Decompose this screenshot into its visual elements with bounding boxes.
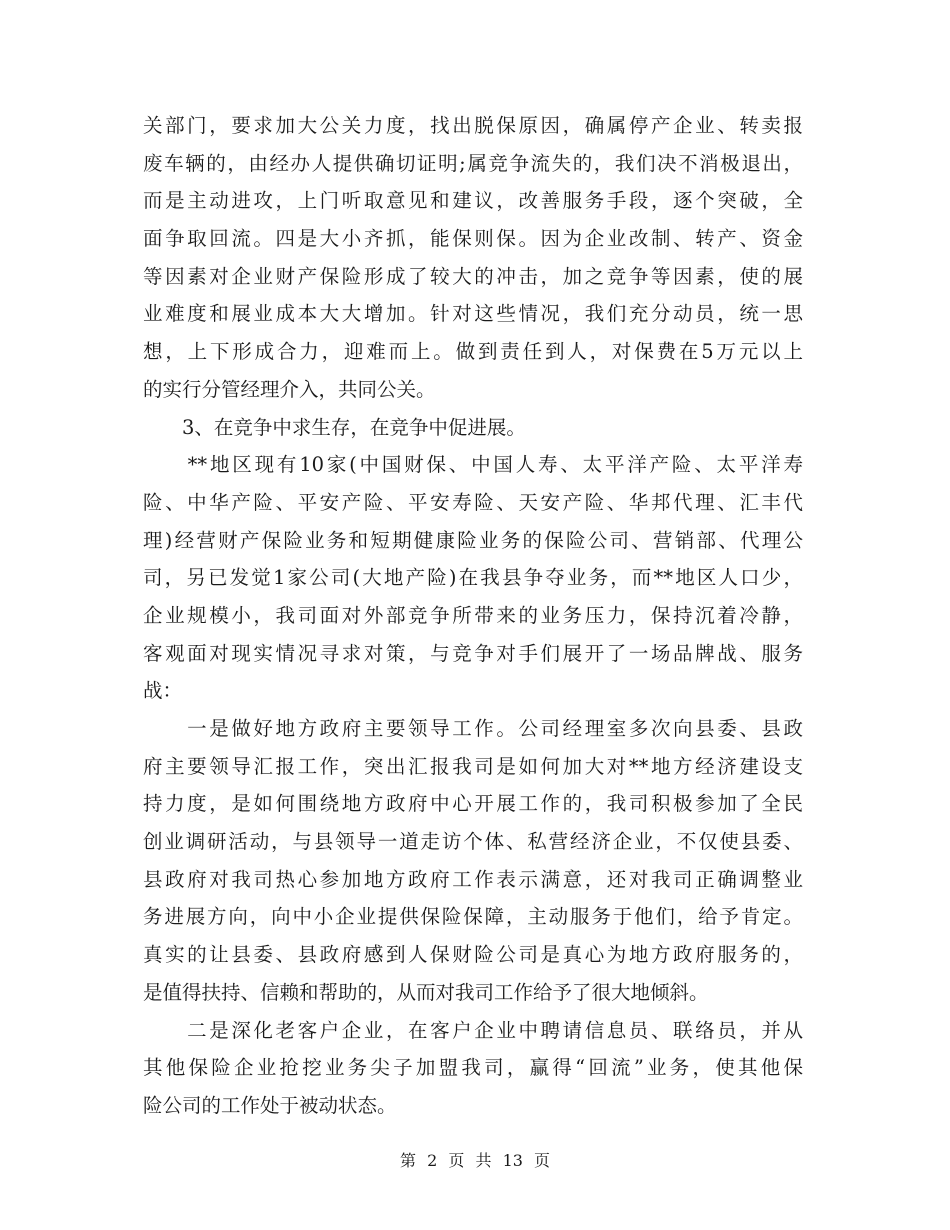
text-line: 县政府对我司热心参加地方政府工作表示满意，还对我司正确调整业 [143,867,803,891]
text-line: 是值得扶持、信赖和帮助的，从而对我司工作给予了很大地倾斜。 [143,980,709,1004]
text-line: 理)经营财产保险业务和短期健康险业务的保险公司、营销部、代理公 [143,528,803,552]
footer-total-pages: 13 [502,1151,523,1170]
text-line: 府主要领导汇报工作，突出汇报我司是如何加大对**地方经济建设支 [143,754,803,778]
footer-current-page: 2 [427,1151,438,1170]
text-line: 其他保险企业抢挖业务尖子加盟我司，赢得“回流”业务，使其他保 [143,1056,803,1080]
footer-label-total: 共 [475,1151,492,1170]
text-line: 务进展方向，向中小企业提供保险保障，主动服务于他们，给予肯定。 [143,905,803,929]
footer-label-unit: 页 [448,1151,465,1170]
text-line: 的实行分管经理介入，共同公关。 [143,377,436,401]
text-line: 真实的让县委、县政府感到人保财险公司是真心为地方政府服务的， [143,943,803,967]
text-line: 3、在竞争中求生存，在竞争中促进展。 [143,415,526,439]
text-line: 关部门，要求加大公关力度，找出脱保原因，确属停产企业、转卖报 [143,114,803,137]
text-line: 等因素对企业财产保险形成了较大的冲击，加之竞争等因素，使的展 [143,264,803,288]
footer-label-unit-end: 页 [534,1151,551,1170]
text-line: 持力度，是如何围绕地方政府中心开展工作的，我司积极参加了全民 [143,792,803,816]
text-line: 二是深化老客户企业，在客户企业中聘请信息员、联络员，并从 [143,1018,803,1042]
text-line: 客观面对现实情况寻求对策，与竞争对手们展开了一场品牌战、服务 [143,641,803,665]
text-line: 废车辆的，由经办人提供确切证明;属竞争流失的，我们决不消极退出， [143,151,803,175]
text-line: 一是做好地方政府主要领导工作。公司经理室多次向县委、县政 [143,717,803,740]
text-line: 想，上下形成合力，迎难而上。做到责任到人，对保费在5万元以上 [143,340,803,364]
body-text [143,107,803,1125]
text-line: 而是主动进攻，上门听取意见和建议，改善服务手段，逐个突破，全 [143,189,803,213]
text-line: 战： [143,679,183,703]
page-footer [0,1148,950,1171]
text-line: 司，另已发觉1家公司(大地产险)在我县争夺业务，而**地区人口少， [143,566,803,590]
text-line: 创业调研活动，与县领导一道走访个体、私营经济企业，不仅使县委、 [143,830,803,854]
text-line: 企业规模小，我司面对外部竞争所带来的业务压力，保持沉着冷静， [143,603,803,627]
text-line: **地区现有10家(中国财保、中国人寿、太平洋产险、太平洋寿 [143,453,803,477]
footer-label-page: 第 [399,1151,416,1170]
text-line: 险、中华产险、平安产险、平安寿险、天安产险、华邦代理、汇丰代 [143,490,803,514]
text-line: 险公司的工作处于被动状态。 [143,1093,397,1117]
text-line: 面争取回流。四是大小齐抓，能保则保。因为企业改制、转产、资金 [143,227,803,251]
text-line: 业难度和展业成本大大增加。针对这些情况，我们充分动员，统一思 [143,302,803,326]
